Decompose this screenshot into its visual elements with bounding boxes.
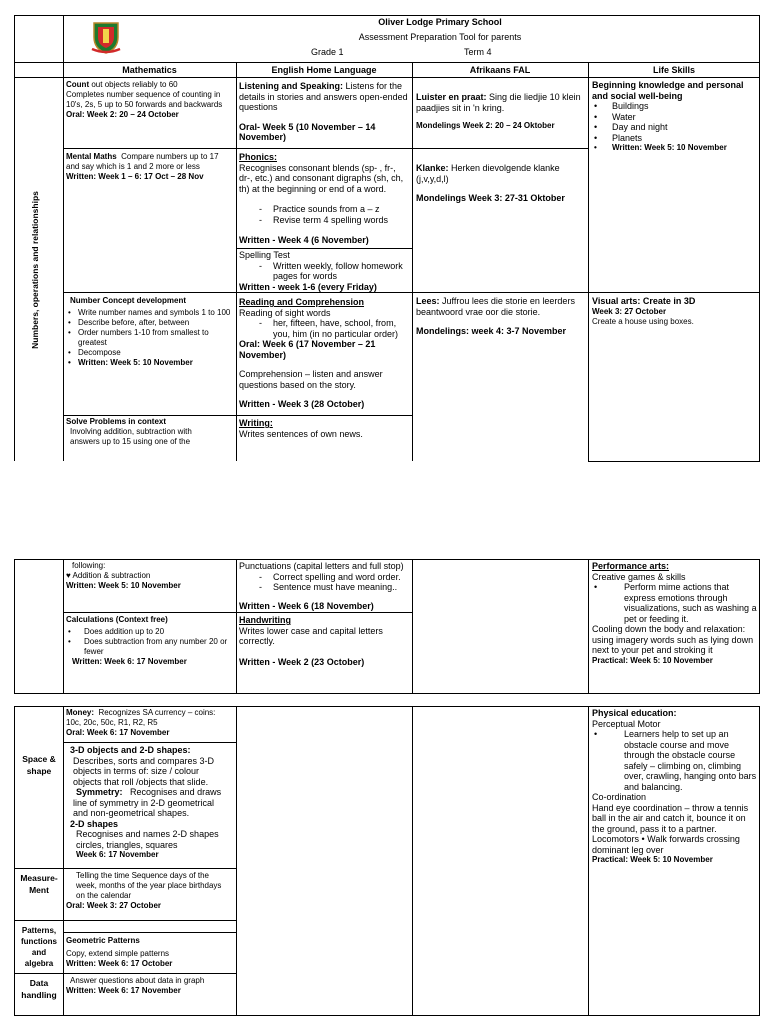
life-physical-education-cell: Physical education: Perceptual Motor • Learners help to set up an obstacle course and move through the obstacle course safely – climbing on, climbing over, crawling, hanging onto bars and balancing. Co-ordination Hand eye coordination – throw a tennis ball in the air and catch it, bounce it on the ground, pass it to a partner. Locomotors • Walk forwards crossing dominant leg over Practical: Week 5: 10 November: [592, 708, 757, 866]
afrikaans-luister-cell: Luister en praat: Sing die liedjie 10 klein paadjies sit in 'n kring. Mondelings Week 2: 20 – 24 Oktober: [416, 92, 581, 130]
column-header-mathematics: Mathematics: [122, 65, 177, 75]
life-visual-arts-cell: Visual arts: Create in 3D Week 3: 27 October Create a house using boxes.: [592, 296, 696, 326]
math-mental-cell: Mental Maths Compare numbers up to 17 and say which is 1 and 2 more or less Written: Week 1 – 6: 17 Oct – 28 Nov: [66, 152, 219, 181]
life-beginning-cell: Beginning knowledge and personal and social well-being • Buildings • Water • Day and night • Planets • Written: Week 5: 10 November: [592, 80, 757, 154]
school-name: Oliver Lodge Primary School: [378, 17, 502, 27]
afrikaans-lees-cell: Lees: Juffrou lees die storie en leerders beantwoord vrae oor die storie. Mondelings: week 4: 3-7 November: [416, 296, 575, 336]
math-shapes-cell: 3-D objects and 2-D shapes: Describes, sorts and compares 3-D objects in terms of: size / colour objects that roll /objects that slide. Symmetry: Recognises and draws line of symmetry in 2-D geometrical and non-geometrical shapes. 2-D shapes Recognises and names 2-D shapes circles, triangles, squares Week 6: 17 November: [70, 745, 222, 859]
math-count-cell: Count out objects reliably to 60 Completes number sequence of counting in 10's, 2s, 5 up to 50 forwards and backwards Oral: Week 2: 20 – 24 October: [66, 80, 223, 119]
side-label-measurement: Measure-Ment: [20, 873, 58, 895]
math-solve-cell: Solve Problems in context Involving addition, subtraction with answers up to 15 using one of the: [66, 417, 192, 446]
afrikaans-klanke-cell: Klanke: Herken dievolgende klanke (j,v,y,d,l) Mondelings Week 3: 27-31 Oktober: [416, 163, 565, 203]
side-label-space: Space & shape: [22, 754, 56, 776]
side-label-data: Data handling: [21, 978, 57, 1000]
english-reading-cell: Reading and Comprehension Reading of sight words - her, fifteen, have, school, from, you, him (in no particular order) Oral: Week 6 (17 November – 21 November) Comprehension – listen and answer questions based on the story. Written - Week 3 (28 October): [239, 297, 410, 410]
side-label-patterns: Patterns, functions and algebra: [21, 926, 57, 968]
english-punctuation-cell: Punctuations (capital letters and full stop) - Correct spelling and word order. - Sentence must have meaning.. Written - Week 6 (18 November): [239, 561, 410, 611]
math-geometric-cell: Geometric Patterns Copy, extend simple patterns Written: Week 6: 17 October: [66, 936, 173, 968]
term-label: Term 4: [464, 47, 492, 57]
math-time-cell: Telling the time Sequence days of the week, months of the year place birthdays on the calendar Oral: Week 3: 27 October: [66, 871, 222, 910]
heart-icon: ♥: [66, 571, 71, 580]
column-header-afrikaans: Afrikaans FAL: [469, 65, 531, 75]
english-listening-cell: Listening and Speaking: Listens for the details in stories and answers open-ended questions Oral- Week 5 (10 November – 14 November): [239, 81, 408, 142]
document-subtitle: Assessment Preparation Tool for parents: [358, 32, 522, 42]
english-writing-cell: Writing: Writes sentences of own news.: [239, 418, 363, 439]
english-handwriting-cell: Handwriting Writes lower case and capital letters correctly. Written - Week 2 (23 October): [239, 615, 383, 667]
side-label-numbers: Numbers, operations and relationships: [30, 191, 40, 349]
math-data-cell: Answer questions about data in graph Written: Week 6: 17 November: [66, 976, 205, 995]
english-phonics-cell: Phonics: Recognises consonant blends (sp- , fr-, dr-, etc.) and consonant digraphs (sh, ch, th) at the beginning or end of a word. - Practice sounds from a – z - Revise term 4 spelling words Written - Week 4 (6 November): [239, 152, 410, 246]
school-crest-icon: [88, 19, 124, 55]
column-header-life-skills: Life Skills: [652, 65, 696, 75]
math-concept-cell: Number Concept development • Write number names and symbols 1 to 100 • Describe before, after, between • Order numbers 1-10 from smallest to greatest • Decompose • Written: Week 5: 10 November: [66, 296, 234, 368]
math-money-cell: Money: Recognizes SA currency – coins: 10c, 20c, 50c, R1, R2, R5 Oral: Week 6: 17 November: [66, 708, 216, 737]
math-calc-cell: Calculations (Context free) • Does addition up to 20 • Does subtraction from any number 20 or fewer Written: Week 6: 17 November: [66, 615, 234, 667]
column-header-english: English Home Language: [271, 65, 377, 75]
english-spelling-cell: Spelling Test - Written weekly, follow homework pages for words Written - week 1-6 (every Friday): [239, 250, 410, 292]
life-performance-cell: Performance arts: Creative games & skills • Perform mime actions that express emotions through visualizations, such as washing a pet or feeding it. Cooling down the body and relaxation: using imagery words such as lying down next to your pet and stroking it Practical: Week 5: 10 November: [592, 561, 757, 666]
grade-label: Grade 1: [311, 47, 344, 57]
math-following-cell: following: ♥ Addition & subtraction Written: Week 5: 10 November: [66, 561, 181, 590]
